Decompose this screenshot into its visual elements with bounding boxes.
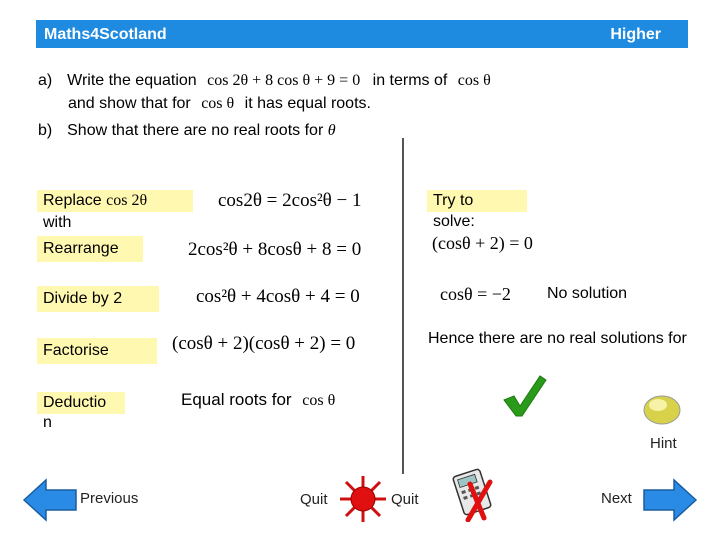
hint-label[interactable]: Hint xyxy=(650,435,677,452)
hint-button[interactable] xyxy=(640,390,684,430)
previous-arrow-icon[interactable] xyxy=(22,478,78,522)
next-button[interactable]: Next xyxy=(601,490,632,507)
try-label: Try to xyxy=(427,190,527,212)
deduction-label-1: Deductio xyxy=(43,394,107,411)
checkmark-icon xyxy=(500,372,550,420)
deduction-label-2: n xyxy=(43,414,52,431)
equal-roots xyxy=(181,390,335,410)
previous-button[interactable]: Previous xyxy=(80,490,139,507)
divide-equation: cos²θ + 4cosθ + 4 = 0 xyxy=(196,286,360,307)
replace-label xyxy=(37,190,193,212)
question-a-line2 xyxy=(68,95,371,113)
factorise-label: Factorise xyxy=(37,338,157,364)
divide-label: Divide by 2 xyxy=(37,286,159,312)
rearrange-equation: 2cos²θ + 8cosθ + 8 = 0 xyxy=(188,239,362,260)
question-b-text: Show that there are no real roots for xyxy=(67,122,324,139)
deduction-label xyxy=(37,392,125,414)
conclusion-text: Hence there are no real solutions for xyxy=(428,330,687,347)
divider xyxy=(402,138,404,474)
calculator-icon[interactable] xyxy=(452,466,502,522)
factorise-equation: (cosθ + 2)(cosθ + 2) = 0 xyxy=(172,333,356,354)
question-a xyxy=(38,72,491,90)
try-label-2: solve: xyxy=(433,213,475,230)
question-a-cos: cos θ xyxy=(457,72,491,89)
cos-equation: cosθ = −2 xyxy=(440,284,511,304)
question-a-line2-cos: cos θ xyxy=(201,95,235,112)
level-label: Higher xyxy=(610,26,661,43)
try-equation: (cosθ + 2) = 0 xyxy=(432,233,533,253)
question-a-line2-text: and show that for xyxy=(68,95,191,112)
question-a-text: Write the equation xyxy=(67,72,197,89)
question-a-equation: cos 2θ + 8 cos θ + 9 = 0 xyxy=(207,72,361,89)
site-title: Maths4Scotland xyxy=(44,26,167,43)
question-a-line2-end: it has equal roots. xyxy=(244,95,371,112)
next-arrow-icon[interactable] xyxy=(642,478,698,522)
no-solution-text: No solution xyxy=(547,285,628,302)
replace-label-text: Replace xyxy=(43,192,102,209)
replace-label-math: cos 2θ xyxy=(106,192,148,209)
replace-equation: cos2θ = 2cos²θ − 1 xyxy=(218,190,362,211)
quit-button-left[interactable]: Quit xyxy=(300,491,328,508)
quit-button-right[interactable]: Quit xyxy=(391,491,419,508)
question-b-theta: θ xyxy=(327,122,336,139)
quit-stop-icon[interactable] xyxy=(338,474,388,524)
equal-roots-text: Equal roots for xyxy=(181,390,292,409)
replace-with-text: with xyxy=(43,214,72,231)
question-a-prefix: a) xyxy=(38,72,53,89)
question-b xyxy=(38,122,336,140)
rearrange-label: Rearrange xyxy=(37,236,143,262)
question-a-terms: in terms of xyxy=(372,72,448,89)
question-b-prefix: b) xyxy=(38,122,53,139)
equal-roots-math: cos θ xyxy=(302,392,336,409)
header-bar xyxy=(36,20,688,48)
